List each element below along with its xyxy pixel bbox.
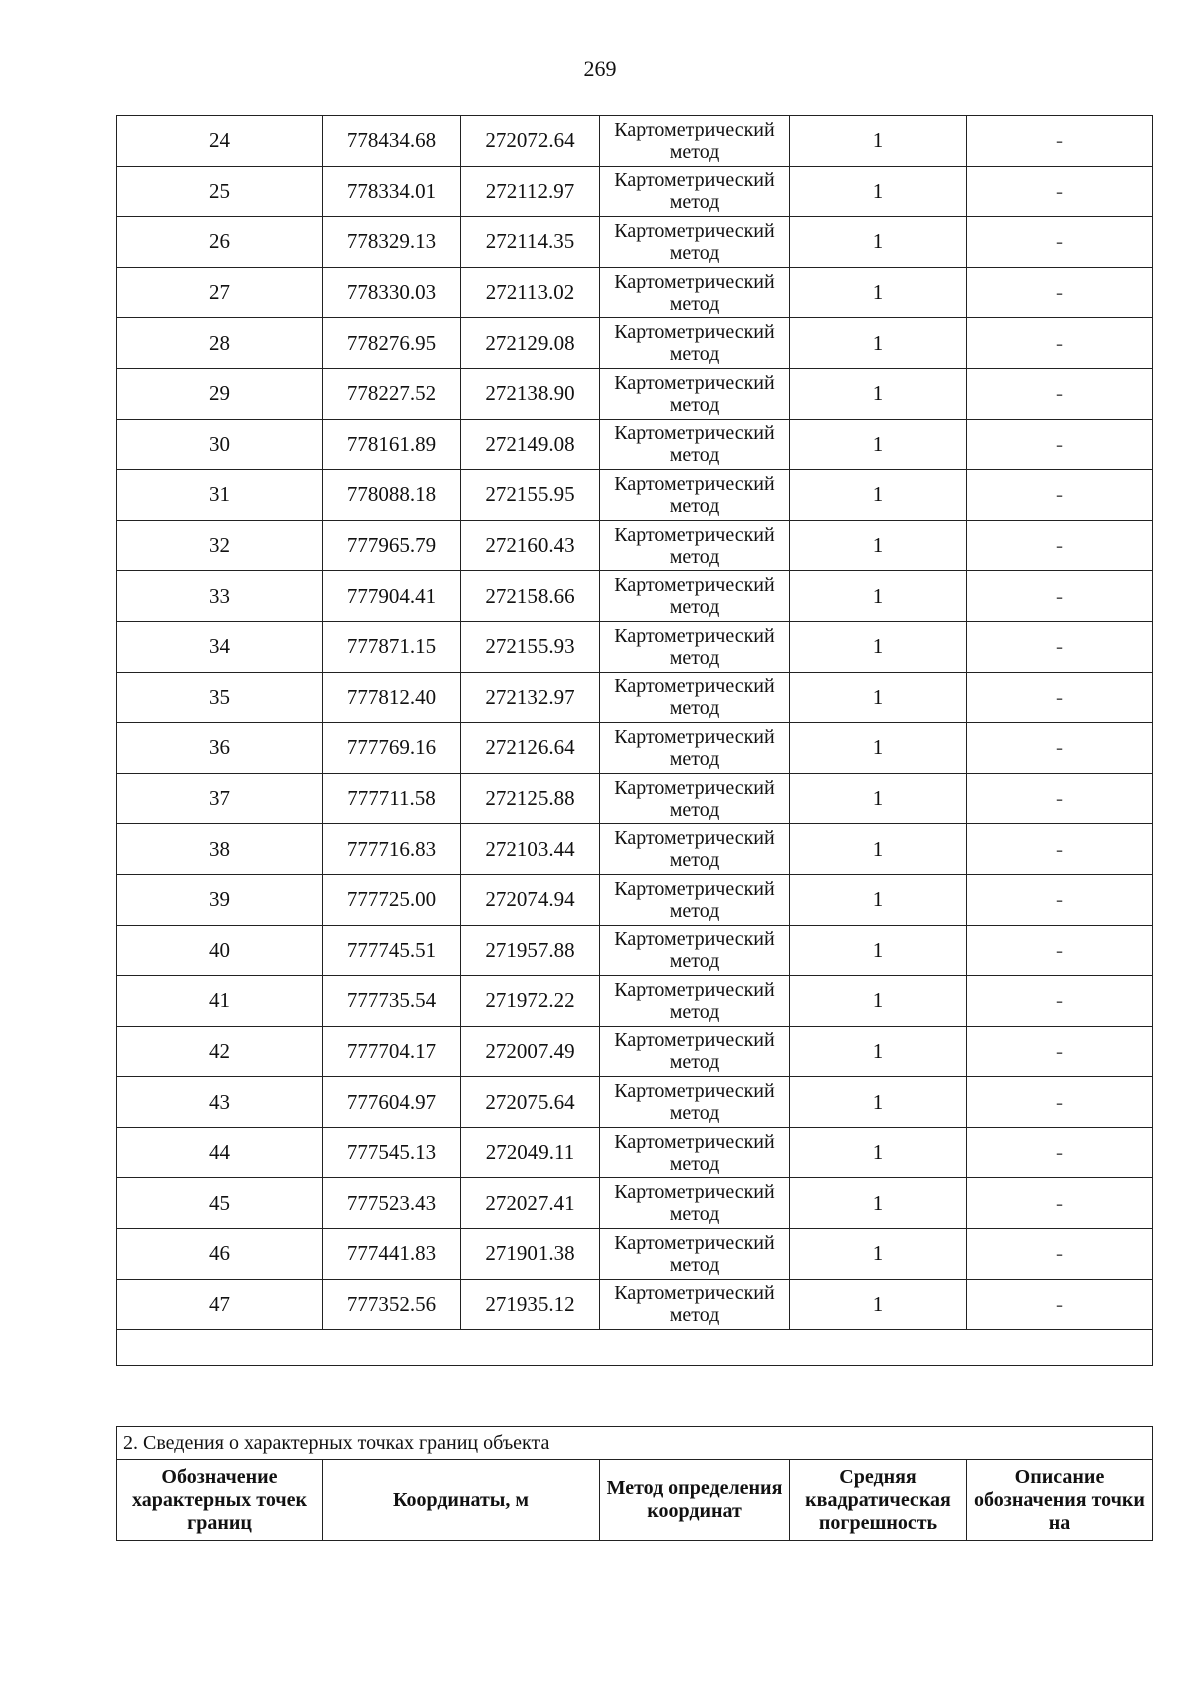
description-cell: - — [967, 1229, 1153, 1280]
table-row — [117, 925, 1153, 976]
error-cell: 1 — [790, 217, 967, 268]
coordinates-table-body — [117, 116, 1153, 1366]
error-cell: 1 — [790, 773, 967, 824]
method-cell: Картометрический метод — [600, 874, 790, 925]
method-cell: Картометрический метод — [600, 318, 790, 369]
table-row — [117, 672, 1153, 723]
method-cell: Картометрический метод — [600, 621, 790, 672]
header-coordinates: Координаты, м — [323, 1460, 600, 1541]
table-row — [117, 976, 1153, 1027]
point-number-cell: 44 — [117, 1127, 323, 1178]
description-cell: - — [967, 520, 1153, 571]
table-row — [117, 217, 1153, 268]
point-number-cell: 37 — [117, 773, 323, 824]
point-number-cell: 27 — [117, 267, 323, 318]
description-cell: - — [967, 267, 1153, 318]
table-row — [117, 267, 1153, 318]
method-cell: Картометрический метод — [600, 1077, 790, 1128]
table-row — [117, 773, 1153, 824]
point-number-cell: 25 — [117, 166, 323, 217]
y-coordinate-cell: 272149.08 — [461, 419, 600, 470]
error-cell: 1 — [790, 1279, 967, 1330]
x-coordinate-cell: 777745.51 — [323, 925, 461, 976]
table-row — [117, 824, 1153, 875]
x-coordinate-cell: 777904.41 — [323, 571, 461, 622]
error-cell: 1 — [790, 672, 967, 723]
point-number-cell: 39 — [117, 874, 323, 925]
description-cell: - — [967, 672, 1153, 723]
boundary-points-table — [116, 1426, 1153, 1541]
x-coordinate-cell: 777965.79 — [323, 520, 461, 571]
x-coordinate-cell: 778329.13 — [323, 217, 461, 268]
method-cell: Картометрический метод — [600, 672, 790, 723]
y-coordinate-cell: 272103.44 — [461, 824, 600, 875]
y-coordinate-cell: 271957.88 — [461, 925, 600, 976]
x-coordinate-cell: 778161.89 — [323, 419, 461, 470]
error-cell: 1 — [790, 1127, 967, 1178]
point-number-cell: 43 — [117, 1077, 323, 1128]
y-coordinate-cell: 272007.49 — [461, 1026, 600, 1077]
y-coordinate-cell: 272027.41 — [461, 1178, 600, 1229]
description-cell: - — [967, 470, 1153, 521]
method-cell: Картометрический метод — [600, 925, 790, 976]
point-number-cell: 31 — [117, 470, 323, 521]
y-coordinate-cell: 272125.88 — [461, 773, 600, 824]
header-point-description: Описание обозначения точки на — [967, 1460, 1153, 1541]
table-row — [117, 470, 1153, 521]
method-cell: Картометрический метод — [600, 1229, 790, 1280]
x-coordinate-cell: 777523.43 — [323, 1178, 461, 1229]
table-row — [117, 1077, 1153, 1128]
point-number-cell: 26 — [117, 217, 323, 268]
error-cell: 1 — [790, 976, 967, 1027]
table-row — [117, 1026, 1153, 1077]
method-cell: Картометрический метод — [600, 217, 790, 268]
description-cell: - — [967, 368, 1153, 419]
x-coordinate-cell: 777711.58 — [323, 773, 461, 824]
empty-cell — [117, 1330, 1153, 1366]
description-cell: - — [967, 874, 1153, 925]
method-cell: Картометрический метод — [600, 267, 790, 318]
method-cell: Картометрический метод — [600, 470, 790, 521]
header-method: Метод определения координат — [600, 1460, 790, 1541]
coordinates-table — [116, 115, 1153, 1366]
y-coordinate-cell: 272113.02 — [461, 267, 600, 318]
table-row — [117, 1279, 1153, 1330]
method-cell: Картометрический метод — [600, 824, 790, 875]
table-row — [117, 1229, 1153, 1280]
y-coordinate-cell: 272112.97 — [461, 166, 600, 217]
error-cell: 1 — [790, 520, 967, 571]
point-number-cell: 35 — [117, 672, 323, 723]
description-cell: - — [967, 166, 1153, 217]
y-coordinate-cell: 272072.64 — [461, 116, 600, 167]
description-cell: - — [967, 116, 1153, 167]
table-row — [117, 874, 1153, 925]
method-cell: Картометрический метод — [600, 419, 790, 470]
description-cell: - — [967, 925, 1153, 976]
y-coordinate-cell: 271935.12 — [461, 1279, 600, 1330]
description-cell: - — [967, 1178, 1153, 1229]
description-cell: - — [967, 824, 1153, 875]
method-cell: Картометрический метод — [600, 571, 790, 622]
y-coordinate-cell: 272155.93 — [461, 621, 600, 672]
table-row — [117, 368, 1153, 419]
point-number-cell: 24 — [117, 116, 323, 167]
x-coordinate-cell: 778227.52 — [323, 368, 461, 419]
x-coordinate-cell: 777545.13 — [323, 1127, 461, 1178]
table-row — [117, 621, 1153, 672]
page-number: 269 — [583, 56, 617, 81]
point-number-cell: 28 — [117, 318, 323, 369]
x-coordinate-cell: 777716.83 — [323, 824, 461, 875]
description-cell: - — [967, 621, 1153, 672]
table-row — [117, 116, 1153, 167]
error-cell: 1 — [790, 116, 967, 167]
description-cell: - — [967, 1127, 1153, 1178]
x-coordinate-cell: 777735.54 — [323, 976, 461, 1027]
description-cell: - — [967, 1279, 1153, 1330]
point-number-cell: 46 — [117, 1229, 323, 1280]
point-number-cell: 45 — [117, 1178, 323, 1229]
header-point-designation: Обозначение характерных точек границ — [117, 1460, 323, 1541]
x-coordinate-cell: 777725.00 — [323, 874, 461, 925]
point-number-cell: 32 — [117, 520, 323, 571]
x-coordinate-cell: 777871.15 — [323, 621, 461, 672]
method-cell: Картометрический метод — [600, 116, 790, 167]
header-mean-square-error: Средняя квадратическая погрешность — [790, 1460, 967, 1541]
error-cell: 1 — [790, 1178, 967, 1229]
method-cell: Картометрический метод — [600, 368, 790, 419]
error-cell: 1 — [790, 166, 967, 217]
description-cell: - — [967, 419, 1153, 470]
x-coordinate-cell: 778276.95 — [323, 318, 461, 369]
method-cell: Картометрический метод — [600, 976, 790, 1027]
table-row — [117, 520, 1153, 571]
table-row — [117, 1178, 1153, 1229]
error-cell: 1 — [790, 419, 967, 470]
x-coordinate-cell: 777812.40 — [323, 672, 461, 723]
method-cell: Картометрический метод — [600, 1026, 790, 1077]
description-cell: - — [967, 1077, 1153, 1128]
error-cell: 1 — [790, 1229, 967, 1280]
table-row — [117, 571, 1153, 622]
error-cell: 1 — [790, 318, 967, 369]
method-cell: Картометрический метод — [600, 520, 790, 571]
y-coordinate-cell: 271901.38 — [461, 1229, 600, 1280]
point-number-cell: 40 — [117, 925, 323, 976]
y-coordinate-cell: 272114.35 — [461, 217, 600, 268]
point-number-cell: 33 — [117, 571, 323, 622]
error-cell: 1 — [790, 925, 967, 976]
x-coordinate-cell: 777704.17 — [323, 1026, 461, 1077]
x-coordinate-cell: 777441.83 — [323, 1229, 461, 1280]
point-number-cell: 47 — [117, 1279, 323, 1330]
description-cell: - — [967, 318, 1153, 369]
error-cell: 1 — [790, 1077, 967, 1128]
error-cell: 1 — [790, 621, 967, 672]
error-cell: 1 — [790, 267, 967, 318]
point-number-cell: 29 — [117, 368, 323, 419]
y-coordinate-cell: 272049.11 — [461, 1127, 600, 1178]
description-cell: - — [967, 976, 1153, 1027]
x-coordinate-cell: 777352.56 — [323, 1279, 461, 1330]
y-coordinate-cell: 272138.90 — [461, 368, 600, 419]
method-cell: Картометрический метод — [600, 1279, 790, 1330]
y-coordinate-cell: 271972.22 — [461, 976, 600, 1027]
description-cell: - — [967, 571, 1153, 622]
point-number-cell: 36 — [117, 723, 323, 774]
y-coordinate-cell: 272155.95 — [461, 470, 600, 521]
table-row — [117, 419, 1153, 470]
section-title: 2. Сведения о характерных точках границ объекта — [117, 1427, 1153, 1460]
table-row — [117, 1127, 1153, 1178]
description-cell: - — [967, 217, 1153, 268]
point-number-cell: 34 — [117, 621, 323, 672]
x-coordinate-cell: 778330.03 — [323, 267, 461, 318]
error-cell: 1 — [790, 874, 967, 925]
point-number-cell: 38 — [117, 824, 323, 875]
y-coordinate-cell: 272129.08 — [461, 318, 600, 369]
x-coordinate-cell: 778334.01 — [323, 166, 461, 217]
table-row — [117, 318, 1153, 369]
x-coordinate-cell: 777604.97 — [323, 1077, 461, 1128]
method-cell: Картометрический метод — [600, 166, 790, 217]
x-coordinate-cell: 778434.68 — [323, 116, 461, 167]
method-cell: Картометрический метод — [600, 723, 790, 774]
empty-row — [117, 1330, 1153, 1366]
table-row — [117, 166, 1153, 217]
x-coordinate-cell: 777769.16 — [323, 723, 461, 774]
description-cell: - — [967, 723, 1153, 774]
point-number-cell: 42 — [117, 1026, 323, 1077]
error-cell: 1 — [790, 1026, 967, 1077]
point-number-cell: 30 — [117, 419, 323, 470]
error-cell: 1 — [790, 470, 967, 521]
y-coordinate-cell: 272074.94 — [461, 874, 600, 925]
description-cell: - — [967, 773, 1153, 824]
x-coordinate-cell: 778088.18 — [323, 470, 461, 521]
error-cell: 1 — [790, 571, 967, 622]
table-row — [117, 723, 1153, 774]
y-coordinate-cell: 272126.64 — [461, 723, 600, 774]
method-cell: Картометрический метод — [600, 773, 790, 824]
point-number-cell: 41 — [117, 976, 323, 1027]
error-cell: 1 — [790, 368, 967, 419]
y-coordinate-cell: 272158.66 — [461, 571, 600, 622]
description-cell: - — [967, 1026, 1153, 1077]
y-coordinate-cell: 272132.97 — [461, 672, 600, 723]
method-cell: Картометрический метод — [600, 1127, 790, 1178]
error-cell: 1 — [790, 723, 967, 774]
y-coordinate-cell: 272160.43 — [461, 520, 600, 571]
error-cell: 1 — [790, 824, 967, 875]
method-cell: Картометрический метод — [600, 1178, 790, 1229]
y-coordinate-cell: 272075.64 — [461, 1077, 600, 1128]
